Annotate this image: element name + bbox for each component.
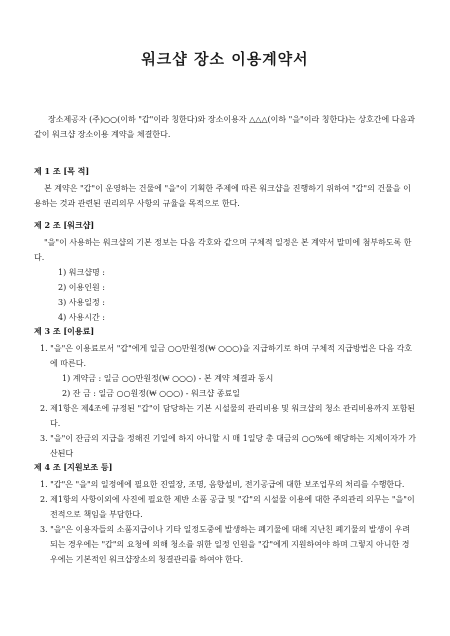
article-2-heading: 제 2 조 [워크샵] — [34, 220, 95, 230]
article-2-item-3: 3) 사용일정 : — [58, 298, 105, 307]
article-1 — [34, 164, 416, 211]
article-3-clause-1: 1. "을"은 이용료로서 "갑"에게 일금 ○○만원정(₩ ○○○)을 지급하기로 하며 구체적 지급방법은 다음 각호에 따른다. — [40, 344, 413, 368]
article-4-clause-3: 3. "을"은 이용자들의 소품지급이나 기타 일정도중에 발생하는 폐기물에 대해 지난친 폐기물의 발생이 우려되는 경우에는 "갑"의 요청에 의해 청소를 위한 일정 인원을 "갑"에게 지원하여야 하며 그렇지 아니한 경우에는 기본적인 워크샵장소의 청결관리를 하여야 한다. — [40, 525, 411, 564]
article-3 — [34, 324, 416, 461]
article-4 — [34, 460, 416, 567]
article-2-item-1: 1) 워크샵명 : — [58, 268, 105, 277]
article-1-body: 본 계약은 "갑"이 운영하는 건물에 "을"이 기획한 주제에 따른 워크샵을 진행하기 위하여 "갑"의 건물을 이용하는 것과 관련된 권리의무 사항의 규율을 목적으로 한다. — [34, 184, 411, 208]
document-title: 워크샵 장소 이용계약서 — [141, 50, 309, 68]
article-2-item-4: 4) 사용시간 : — [58, 313, 105, 322]
article-3-heading: 제 3 조 [이용료] — [34, 326, 95, 336]
article-4-heading: 제 4 조 [지원보조 등] — [34, 462, 113, 472]
intro-paragraph: 장소제공자 (주)○○(이하 "갑"이라 칭한다)와 장소이용자 △△△(이하 "을"이라 칭한다)는 상호간에 다음과 같이 워크샵 장소이용 계약을 체결한다. — [34, 115, 415, 139]
article-2-body: "을"이 사용하는 워크샵의 기본 정보는 다음 각호와 같으며 구체적 일정은 본 계약서 말미에 첨부하도록 한다. — [34, 238, 412, 262]
article-2 — [34, 218, 416, 325]
article-4-clause-1: 1. "갑"은 "을"의 일정에에 필요한 진열장, 조명, 음향설비, 전기공급에 대한 보조업무의 처리를 수행한다. — [40, 480, 405, 489]
article-1-heading: 제 1 조 [목 적] — [34, 166, 90, 176]
article-2-item-2: 2) 이용인원 : — [58, 283, 105, 292]
article-3-clause-2: 2. 제1항은 제4조에 규정된 "갑"이 담당하는 기본 시설물의 관리비용 및 워크샵의 청소 관리비용까지 포함된다. — [40, 404, 416, 428]
article-4-clause-2: 2. 제1항의 사항이외에 사진에 필요한 제반 소품 공급 및 "갑"의 시설물 이용에 대한 주의관리 의무는 "을"이 전적으로 책임을 부담한다. — [40, 495, 415, 519]
article-3-sub-2: 2) 잔 금 : 일금 ○○원정(₩ ○○○) - 워크샵 종료일 — [62, 389, 240, 398]
article-3-sub-1: 1) 계약금 : 일금 ○○만원정(₩ ○○○) - 본 계약 체결과 동시 — [62, 374, 274, 383]
article-3-clause-3: 3. "을"이 잔금의 지급을 정해진 기일에 하지 아니할 시 매 1일당 총 대금의 ○○%에 해당하는 지체이자가 가산된다 — [40, 434, 416, 458]
